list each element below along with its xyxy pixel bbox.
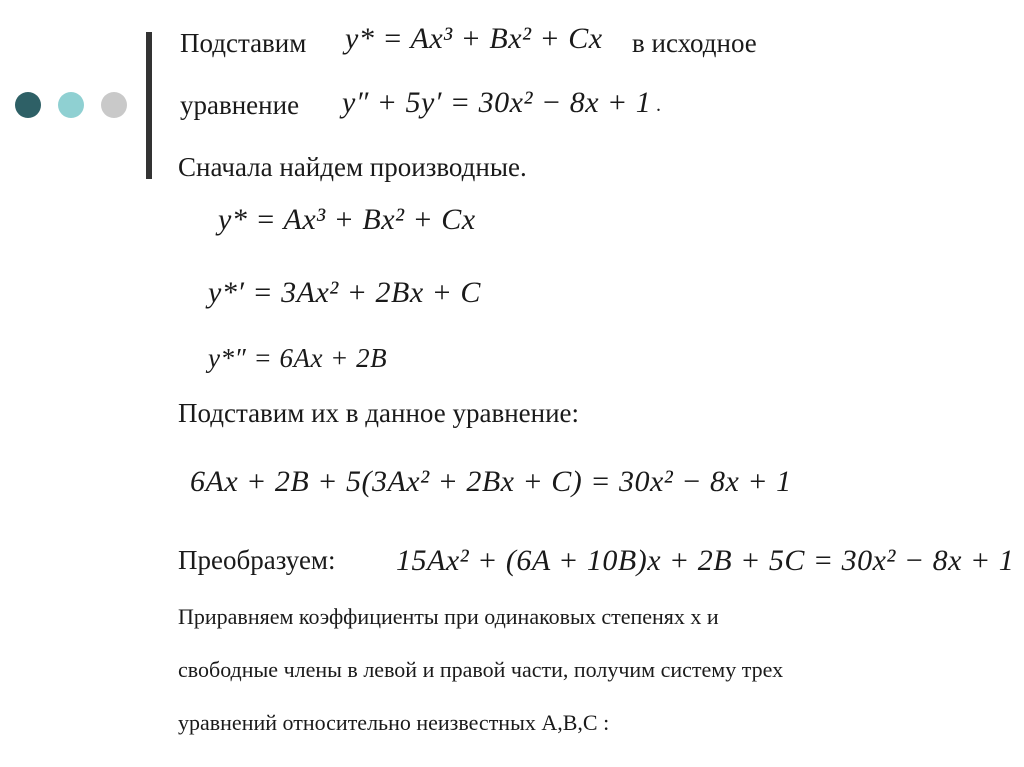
line1-formula: y* = Ax³ + Bx² + Cx <box>345 22 603 55</box>
line1-tail: в исходное <box>632 28 757 58</box>
equation-first-derivative: y*′ = 3Ax² + 2Bx + C <box>208 276 481 309</box>
line2-formula: y″ + 5y′ = 30x² − 8x + 1 <box>342 86 652 119</box>
equation-substituted: 6Ax + 2B + 5(3Ax² + 2Bx + C) = 30x² − 8x + 1 <box>190 465 792 498</box>
line4-text: Подставим их в данное уравнение: <box>178 398 580 428</box>
equation-y-star: y* = Ax³ + Bx² + Cx <box>218 203 476 236</box>
decor-dot-dark <box>15 92 41 118</box>
line5-text: Преобразуем: <box>178 545 336 575</box>
decor-dot-gray <box>101 92 127 118</box>
line2-dot: . <box>656 94 661 116</box>
line3-text: Сначала найдем производные. <box>178 152 527 182</box>
equation-transformed: 15Ax² + (6A + 10B)x + 2B + 5C = 30x² − 8x + 1 <box>396 544 1015 577</box>
paragraph-line-3: уравнений относительно неизвестных A,B,C : <box>178 710 610 735</box>
decor-vertical-bar <box>146 32 152 179</box>
decor-dot-teal <box>58 92 84 118</box>
line1-text: Подставим <box>180 28 307 58</box>
paragraph-line-1: Приравняем коэффициенты при одинаковых степенях x и <box>178 604 719 629</box>
equation-second-derivative: y*″ = 6Ax + 2B <box>208 343 388 373</box>
line2-text: уравнение <box>180 90 300 120</box>
paragraph-line-2: свободные члены в левой и правой части, получим систему трех <box>178 657 784 682</box>
